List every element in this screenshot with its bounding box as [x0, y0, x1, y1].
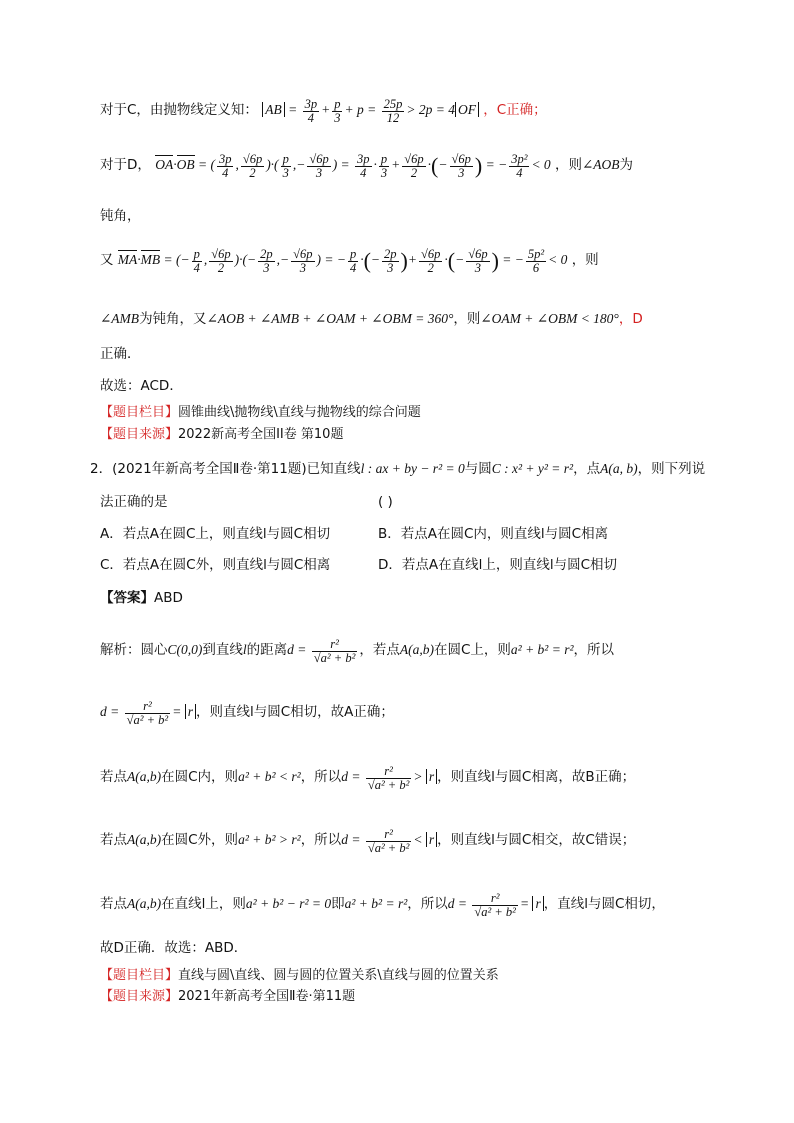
q2-sol-line1	[100, 638, 614, 664]
sol-e2: 在直线l上，则	[161, 896, 246, 913]
distance-formula-1: d = $\frac{\text{r²}}{\text{√a² + b²}}$	[287, 637, 356, 665]
distance-formula-3: d = $\frac{\text{r²}}{\text{√a² + b²}}$ > r	[341, 769, 437, 784]
q2-option-c: C．若点A在圆C外，则直线l与圆C相离	[100, 557, 331, 573]
eq-on-line-2: a² + b² = r²	[344, 896, 408, 912]
distance-formula-5: d = $\frac{\text{r²}}{\text{√a² + b²}}$ = r	[448, 896, 544, 911]
q2-stem-e: 法正确的是	[100, 494, 168, 510]
column-label-1: 【题目栏目】	[100, 405, 179, 420]
line-ma-mb	[100, 248, 599, 274]
sol-d3: ，所以	[300, 832, 342, 849]
obtuse-word: 钝角，	[100, 208, 141, 224]
sol-d4: ，则直线l与圆C相交，故C错误；	[437, 832, 636, 849]
point-a-3: A(a,b)	[127, 832, 162, 848]
sol-e5: ，直线l与圆C相切，	[543, 896, 665, 913]
line-correct	[100, 348, 141, 362]
d-suffix-a: ，则	[554, 157, 582, 174]
center-c: C(0,0)	[167, 642, 203, 658]
column-value-2: 直线与圆\直线、圆与圆的位置关系\直线与圆的位置关系	[178, 968, 499, 983]
sol-e4: ，所以	[407, 896, 448, 913]
column-value-1: 圆锥曲线\抛物线\直线与抛物线的综合问题	[178, 405, 421, 420]
formula-ma-mb: MA·MB = (− $\frac{p}{4}$ , $\frac{√6p}{2}$ )·(− $\frac{2p}{3}$ ,− $\frac{√6p}{3}$ ) = − $\frac{p}{4}$ ·(− $\frac{2p}{3}$ )+ $\frac{√6p}{2}$ ·(− $\frac{√6p}{3}$ ) = − $\frac{\text{5p²}}{6}$ < 0	[117, 247, 568, 275]
sol-e1: 若点	[100, 896, 127, 913]
q2-stem-b: 与圆	[464, 461, 492, 477]
q2-sol-line5	[100, 892, 665, 918]
formula-angle-sum: ∠AOB + ∠AMB + ∠OAM + ∠OBM = 360°	[206, 311, 454, 326]
q2-sol-line2	[100, 700, 394, 726]
again-suffix: ，则	[571, 252, 599, 269]
point-a-2: A(a,b)	[127, 769, 162, 785]
answer-choice: 故选：ACD．	[100, 378, 183, 394]
source-label-1: 【题目来源】	[100, 427, 179, 442]
sol-c4: ，则直线l与圆C相离，故B正确；	[437, 769, 636, 786]
angle-line-a: 为钝角，又	[139, 311, 207, 327]
sol-a5: 在圆C上，则	[433, 642, 511, 659]
q2-option-a: A．若点A在圆C上，则直线l与圆C相切	[100, 526, 331, 542]
q2-answer-value: ABD	[154, 590, 183, 606]
line-obtuse	[100, 210, 141, 224]
point-a-1: A(a,b)	[399, 642, 434, 658]
angle-amb: ∠AMB	[100, 311, 140, 326]
sol-a3: 的距离	[246, 642, 288, 659]
line-source-1	[100, 428, 343, 441]
ineq-inside: a² + b² < r²	[238, 769, 301, 785]
q2-sol-line4	[100, 828, 635, 854]
sol-d2: 在圆C外，则	[161, 832, 239, 849]
column-label-2: 【题目栏目】	[100, 968, 179, 983]
q2-sol-line3	[100, 765, 635, 791]
line-column-1	[100, 406, 421, 419]
distance-formula-2: d = $\frac{\text{r²}}{\text{√a² + b²}}$ = r	[100, 704, 196, 719]
line-l: l	[242, 642, 247, 658]
q2-stem-line2	[100, 494, 393, 510]
q2-stem-c: ，点	[573, 461, 601, 477]
q2-stem-a: (2021年新高考全国Ⅱ卷·第11题)已知直线	[112, 461, 361, 477]
line-answer-choice	[100, 380, 183, 394]
sol-c2: 在圆C内，则	[161, 769, 239, 786]
sol-b1: ，则直线l与圆C相切，故A正确；	[195, 704, 394, 721]
sol-a4: ，若点	[359, 642, 400, 659]
q2-option-d: D．若点A在直线l上，则直线l与圆C相切	[378, 557, 618, 573]
q2-line-eq: l : ax + by − r² = 0	[360, 461, 465, 476]
c-suffix: ，C正确；	[483, 102, 547, 119]
sol-d1: 若点	[100, 832, 127, 849]
source-value-2: 2021年新高考全国Ⅱ卷·第11题	[178, 989, 356, 1004]
formula-ab-length: AB = $\frac{3p}{4}$ + $\frac{p}{3}$ + p = $\frac{25p}{12}$ > 2p = 4 OF	[262, 102, 479, 117]
line-angle-sum	[100, 312, 643, 327]
sol-a6: ，所以	[573, 642, 615, 659]
eq-on-line: a² + b² − r² = 0	[245, 896, 332, 912]
c-prefix: 对于C，由抛物线定义知：	[100, 102, 258, 119]
d-prefix: 对于D，	[100, 157, 151, 174]
d-suffix-b: 为	[619, 157, 634, 174]
eq-on-circle: a² + b² = r²	[510, 642, 574, 658]
q2-answer	[100, 592, 183, 606]
q2-answer-label: 【答案】	[100, 590, 154, 606]
angle-aob: ∠AOB	[581, 157, 620, 173]
q2-number: 2．	[90, 461, 113, 477]
source-value-1: 2022新高考全国II卷 第10题	[178, 427, 344, 442]
q2-circle-eq: C : x² + y² = r²	[491, 461, 574, 476]
angle-line-b: ，则	[453, 311, 481, 327]
again-prefix: 又	[100, 252, 114, 269]
distance-formula-4: d = $\frac{\text{r²}}{\text{√a² + b²}}$ < r	[341, 832, 437, 847]
ineq-outside: a² + b² > r²	[238, 832, 301, 848]
q2-option-b: B．若点A在圆C内，则直线l与圆C相离	[378, 526, 609, 542]
angle-line-c: ，D	[618, 311, 643, 327]
q2-stem-line1	[90, 462, 705, 477]
formula-angle-ineq: ∠OAM + ∠OBM < 180°	[480, 311, 619, 326]
sol-a2: 到直线	[202, 642, 243, 659]
line-c-statement	[100, 98, 547, 124]
line-d-statement	[100, 153, 633, 179]
source-label-2: 【题目来源】	[100, 989, 179, 1004]
q2-point-a: A(a, b)	[600, 461, 638, 476]
sol-e3: 即	[331, 896, 345, 913]
sol-f1: 故D正确．故选：ABD．	[100, 940, 248, 956]
q2-blank: ( )	[378, 494, 393, 510]
point-a-4: A(a,b)	[127, 896, 162, 912]
formula-oa-ob: OA·OB = ( $\frac{3p}{4}$ , $\frac{√6p}{2}$ )·( $\frac{p}{3}$ ,− $\frac{√6p}{3}$ ) = $\frac{3p}{4}$ · $\frac{p}{3}$ + $\frac{√6p}{2}$ ·(− $\frac{√6p}{3}$ ) = − $\frac{\text{3p²}}{4}$ < 0	[155, 152, 551, 180]
sol-a1: 解析：圆心	[100, 642, 168, 659]
line-source-2	[100, 990, 355, 1003]
line-column-2	[100, 969, 499, 982]
sol-c1: 若点	[100, 769, 127, 786]
q2-stem-d: ，则下列说	[637, 461, 706, 477]
correct-word: 正确．	[100, 346, 141, 362]
q2-sol-line6	[100, 942, 247, 956]
sol-c3: ，所以	[300, 769, 342, 786]
